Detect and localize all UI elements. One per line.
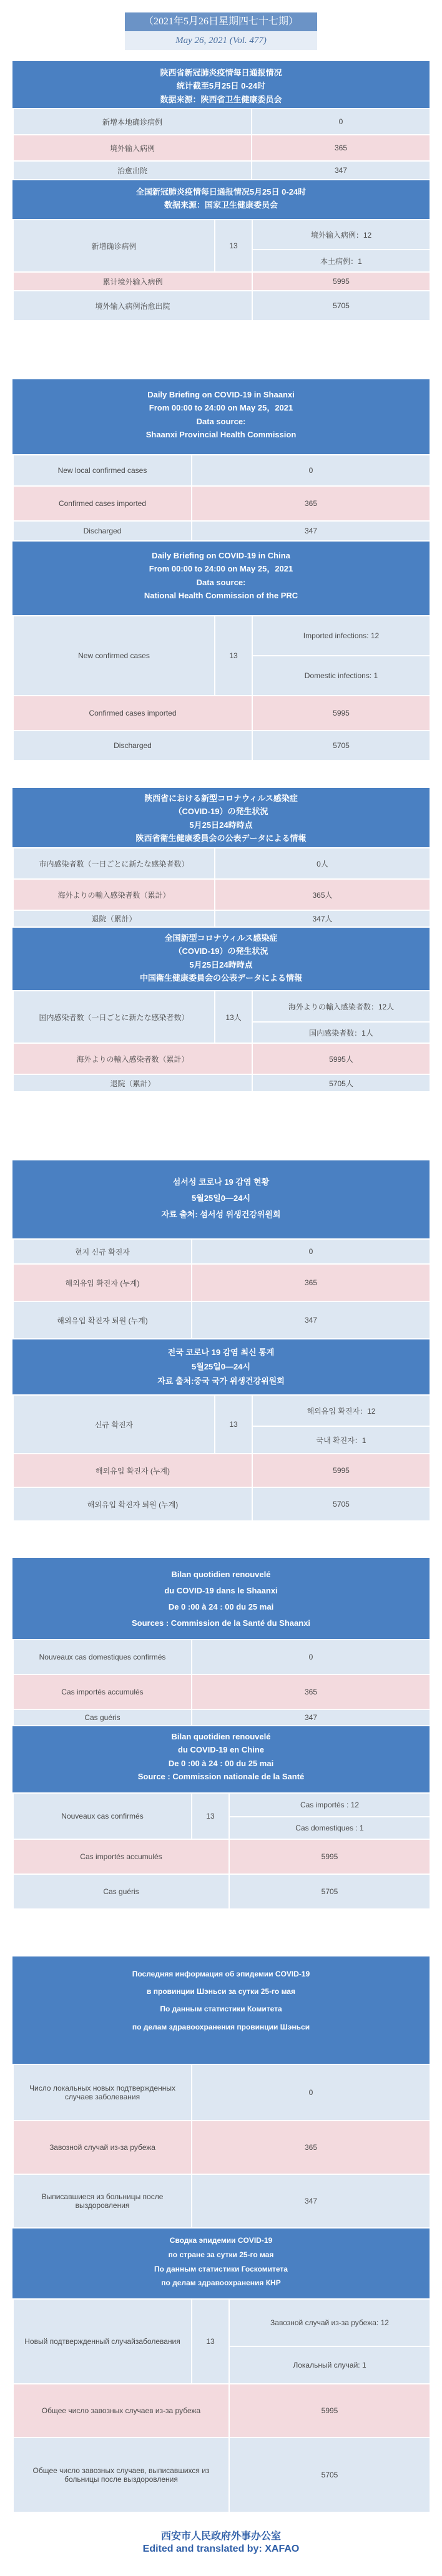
title-line: 전국 코로나 19 감염 최신 통계 — [167, 1348, 275, 1357]
row-label: Cas guéris — [13, 1874, 229, 1909]
table-row — [13, 1074, 430, 1092]
new-cases-total: 13 — [215, 616, 252, 696]
title-line: De 0 :00 à 24 : 00 du 25 mai — [168, 1602, 274, 1611]
table-row — [13, 2299, 430, 2346]
row-value: 5995 — [252, 696, 430, 731]
section-chinese — [12, 61, 430, 321]
row-value: 365 — [192, 1264, 430, 1301]
local-cases: 国内感染者数：1人 — [252, 1022, 430, 1043]
table-row — [13, 109, 430, 135]
table-row — [13, 1454, 430, 1487]
section-japanese — [12, 788, 430, 1092]
table-row — [13, 1264, 430, 1301]
table-row — [13, 486, 430, 521]
title-line: Data source: — [196, 577, 246, 587]
national-table — [12, 615, 431, 761]
title-line: National Health Commission of the PRC — [144, 591, 298, 601]
row-value: 5995 — [252, 1454, 430, 1487]
national-table — [12, 990, 431, 1092]
table-row — [13, 696, 430, 731]
new-cases-total: 13 — [215, 220, 252, 272]
title-line: 陝西省における新型コロナウィルス感染症 — [144, 794, 298, 803]
title-line: du COVID-19 dans le Shaanxi — [164, 1586, 278, 1595]
row-value: 5705 — [252, 1487, 430, 1521]
shaanxi-header — [12, 1558, 430, 1639]
row-label: Завозной случай из-за рубежа — [13, 2121, 192, 2174]
table-row — [13, 1709, 430, 1726]
table-row — [13, 2121, 430, 2174]
title-line: 中国衛生健康委員会の公表データによる情報 — [139, 973, 302, 983]
shaanxi-table — [12, 1238, 431, 1339]
row-value: 5995人 — [252, 1043, 430, 1074]
national-header — [12, 2228, 430, 2298]
table-row — [13, 1301, 430, 1339]
row-label: 海外よりの輸入感染者数（累計） — [13, 1043, 252, 1074]
table-row — [13, 1640, 430, 1674]
new-cases-total: 13人 — [215, 991, 252, 1043]
row-value: 0 — [192, 1640, 430, 1674]
section-french — [12, 1558, 430, 1910]
imported-cases: 境外输入病例：12 — [252, 220, 430, 250]
row-label: Discharged — [13, 731, 252, 761]
title-line: 섬서성 코로나 19 감염 현황 — [172, 1177, 270, 1187]
row-label: 退院（累計） — [13, 910, 215, 927]
row-value: 5705 — [229, 2437, 430, 2512]
new-cases-total: 13 — [192, 1793, 229, 1839]
row-label: Cas importés accumulés — [13, 1674, 192, 1709]
local-cases: 本土病例：1 — [252, 250, 430, 272]
table-row — [13, 1874, 430, 1909]
table-row — [13, 1839, 430, 1874]
title-line: 统计截至5月25日 0-24时 — [176, 81, 266, 91]
row-value: 5705 — [252, 731, 430, 761]
table-row — [13, 1395, 430, 1426]
table-row — [13, 2064, 430, 2121]
row-label: Confirmed cases imported — [13, 696, 252, 731]
table-row — [13, 291, 430, 321]
local-cases: Локальный случай: 1 — [229, 2346, 430, 2384]
row-label: 累计境外输入病例 — [13, 272, 252, 291]
title-line: Source : Commission nationale de la Santé — [137, 1772, 305, 1782]
shaanxi-table — [12, 108, 431, 180]
table-row — [13, 616, 430, 656]
title-line: 陕西省新冠肺炎疫情每日通报情况 — [160, 68, 282, 77]
table-row — [13, 1239, 430, 1264]
row-label: Nouveaux cas domestiques confirmés — [13, 1640, 192, 1674]
title-line: 5월25일0—24시 — [191, 1193, 251, 1203]
row-value: 365 — [192, 486, 430, 521]
national-table — [12, 219, 431, 321]
imported-cases: Imported infections: 12 — [252, 616, 430, 656]
national-header — [12, 180, 430, 219]
title-line: 자료 출처:중국 국가 위생건강위원회 — [157, 1376, 285, 1386]
date-badge: （2021年5月26日星期四七十七期） — [125, 12, 317, 31]
shaanxi-header — [12, 1160, 430, 1238]
title-line: 5月25日24時時点 — [189, 820, 253, 830]
local-cases: Domestic infections: 1 — [252, 656, 430, 696]
row-value: 365人 — [215, 879, 430, 910]
title-line: Сводка эпидемии COVID-19 — [169, 2236, 273, 2245]
title-line: Data source: — [196, 416, 246, 426]
row-label: Общее число завозных случаев, выписавшихся из больницы после выздоровления — [13, 2437, 229, 2512]
row-value: 347 — [192, 2174, 430, 2228]
row-value: 347人 — [215, 910, 430, 927]
row-label: 治愈出院 — [13, 161, 252, 180]
row-value: 5705 — [252, 291, 430, 321]
shaanxi-header — [12, 61, 430, 108]
title-line: （COVID-19）の発生状況 — [174, 946, 268, 956]
table-row — [13, 991, 430, 1022]
table-row — [13, 521, 430, 541]
title-line: 全国新冠肺炎疫情每日通报情况5月25日 0-24时 — [135, 187, 307, 197]
shaanxi-header — [12, 788, 430, 847]
title-line: From 00:00 to 24:00 on May 25，2021 — [149, 564, 293, 574]
national-header — [12, 1726, 430, 1792]
row-label: Discharged — [13, 521, 192, 541]
shaanxi-table — [12, 847, 431, 928]
new-cases-total: 13 — [215, 1395, 252, 1454]
row-label: New local confirmed cases — [13, 455, 192, 486]
row-label: 退院（累計） — [13, 1074, 252, 1092]
section-korean — [12, 1160, 430, 1522]
local-cases: 국내 확진자：1 — [252, 1426, 430, 1454]
new-cases-label: 国内感染者数（一日ごとに新たな感染者数） — [13, 991, 215, 1043]
row-value: 347 — [192, 1301, 430, 1339]
table-row — [13, 2384, 430, 2437]
table-row — [13, 731, 430, 761]
title-line: Bilan quotidien renouvelé — [171, 1570, 271, 1579]
national-table — [12, 1792, 431, 1910]
row-value: 347 — [252, 161, 430, 180]
title-line: From 00:00 to 24:00 on May 25，2021 — [149, 403, 293, 413]
table-row — [13, 848, 430, 879]
row-value: 5995 — [229, 2384, 430, 2437]
table-row — [13, 220, 430, 250]
title-line: （COVID-19）の発生状況 — [174, 807, 268, 817]
title-line: Daily Briefing on COVID-19 in Shaanxi — [147, 390, 295, 399]
date-subtitle: May 26, 2021 (Vol. 477) — [125, 31, 317, 50]
title-line: в провинции Шэньси за сутки 25-го мая — [147, 1987, 295, 1996]
imported-cases: Cas importés : 12 — [229, 1793, 430, 1817]
national-header — [12, 1339, 430, 1394]
new-cases-label: New confirmed cases — [13, 616, 215, 696]
row-label: 해외유입 확진자 퇴원 (누계) — [13, 1301, 192, 1339]
table-row — [13, 1793, 430, 1817]
national-table — [12, 2298, 431, 2513]
row-label: 해외유입 확진자 (누계) — [13, 1264, 192, 1301]
title-line: 数据来源：陕西省卫生健康委员会 — [160, 94, 282, 104]
imported-cases: 해외유입 확진자：12 — [252, 1395, 430, 1426]
title-line: 5월25일0—24시 — [191, 1361, 251, 1371]
row-label: Выписавшиеся из больницы после выздоровления — [13, 2174, 192, 2228]
row-label: 海外よりの輸入感染者数（累計） — [13, 879, 215, 910]
row-value: 0 — [192, 2064, 430, 2121]
row-label: 현지 신규 확진자 — [13, 1239, 192, 1264]
table-row — [13, 1043, 430, 1074]
shaanxi-table — [12, 454, 431, 542]
title-line: Bilan quotidien renouvelé — [171, 1732, 271, 1741]
row-value: 5995 — [229, 1839, 430, 1874]
table-row — [13, 2437, 430, 2512]
title-line: 数据来源：国家卫生健康委员会 — [164, 200, 278, 210]
national-header — [12, 542, 430, 615]
row-label: 해외유입 확진자 퇴원 (누계) — [13, 1487, 252, 1521]
local-cases: Cas domestiques : 1 — [229, 1817, 430, 1839]
title-line: Sources : Commission de la Santé du Shaanxi — [131, 1618, 311, 1628]
row-value: 365 — [252, 135, 430, 161]
shaanxi-header — [12, 379, 430, 454]
shaanxi-table — [12, 2064, 431, 2228]
title-line: по делам здравоохранения провинции Шэньси — [132, 2022, 310, 2031]
row-value: 5705 — [229, 1874, 430, 1909]
row-label: Cas guéris — [13, 1709, 192, 1726]
title-line: По данным статистики Комитета — [160, 2005, 282, 2014]
table-row — [13, 1674, 430, 1709]
row-label: Confirmed cases imported — [13, 486, 192, 521]
section-russian — [12, 1956, 430, 2513]
new-cases-label: Новый подтвержденный случайзаболевания — [13, 2299, 192, 2384]
title-line: 자료 출처: 섬서성 위생건강위원회 — [161, 1210, 281, 1219]
shaanxi-header — [12, 1956, 430, 2064]
table-row — [13, 910, 430, 927]
national-header — [12, 928, 430, 990]
row-label: 境外输入病例治愈出院 — [13, 291, 252, 321]
title-line: 全国新型コロナウィルス感染症 — [164, 933, 278, 943]
row-value: 0 — [192, 1239, 430, 1264]
new-cases-label: 신규 확진자 — [13, 1395, 215, 1454]
title-line: Daily Briefing on COVID-19 in China — [152, 551, 290, 560]
title-line: Shaanxi Provincial Health Commission — [145, 430, 297, 440]
row-label: 境外输入病例 — [13, 135, 252, 161]
table-row — [13, 2174, 430, 2228]
new-cases-label: Nouveaux cas confirmés — [13, 1793, 192, 1839]
imported-cases: Завозной случай из-за рубежа: 12 — [229, 2299, 430, 2346]
row-value: 0人 — [215, 848, 430, 879]
row-value: 5705人 — [252, 1074, 430, 1092]
title-line: По данным статистики Госкомитета — [154, 2264, 288, 2273]
table-row — [13, 879, 430, 910]
table-row — [13, 455, 430, 486]
row-value: 365 — [192, 2121, 430, 2174]
table-row — [13, 1487, 430, 1521]
table-row — [13, 135, 430, 161]
row-label: Cas importés accumulés — [13, 1839, 229, 1874]
row-label: 해외유입 확진자 (누계) — [13, 1454, 252, 1487]
shaanxi-table — [12, 1639, 431, 1726]
new-cases-total: 13 — [192, 2299, 229, 2384]
title-line: по стране за сутки 25-го мая — [168, 2250, 274, 2259]
imported-cases: 海外よりの輸入感染者数：12人 — [252, 991, 430, 1022]
title-line: 陝西省衛生健康委員会の公表データによる情報 — [135, 834, 307, 843]
row-label: Число локальных новых подтвержденных случаев заболевания — [13, 2064, 192, 2121]
footer-credit: Edited and translated by: XAFAO — [142, 2544, 300, 2554]
row-value: 0 — [192, 455, 430, 486]
title-line: Последняя информация об эпидемии COVID-19 — [132, 1970, 310, 1978]
row-value: 0 — [252, 109, 430, 135]
row-label: Общее число завозных случаев из-за рубежа — [13, 2384, 229, 2437]
title-line: du COVID-19 en Chine — [178, 1745, 264, 1755]
table-row — [13, 272, 430, 291]
row-value: 347 — [192, 521, 430, 541]
row-value: 365 — [192, 1674, 430, 1709]
table-row — [13, 161, 430, 180]
row-value: 347 — [192, 1709, 430, 1726]
title-line: по делам здравоохранения КНР — [161, 2278, 281, 2288]
new-cases-label: 新增确诊病例 — [13, 220, 215, 272]
title-line: 5月25日24時時点 — [189, 960, 253, 970]
section-english — [12, 379, 430, 761]
national-table — [12, 1394, 431, 1522]
row-label: 新增本地确诊病例 — [13, 109, 252, 135]
row-value: 5995 — [252, 272, 430, 291]
footer-office: 西安市人民政府外事办公室 — [160, 2531, 281, 2542]
row-label: 市内感染者数（一日ごとに新たな感染者数） — [13, 848, 215, 879]
title-line: De 0 :00 à 24 : 00 du 25 mai — [168, 1758, 274, 1768]
